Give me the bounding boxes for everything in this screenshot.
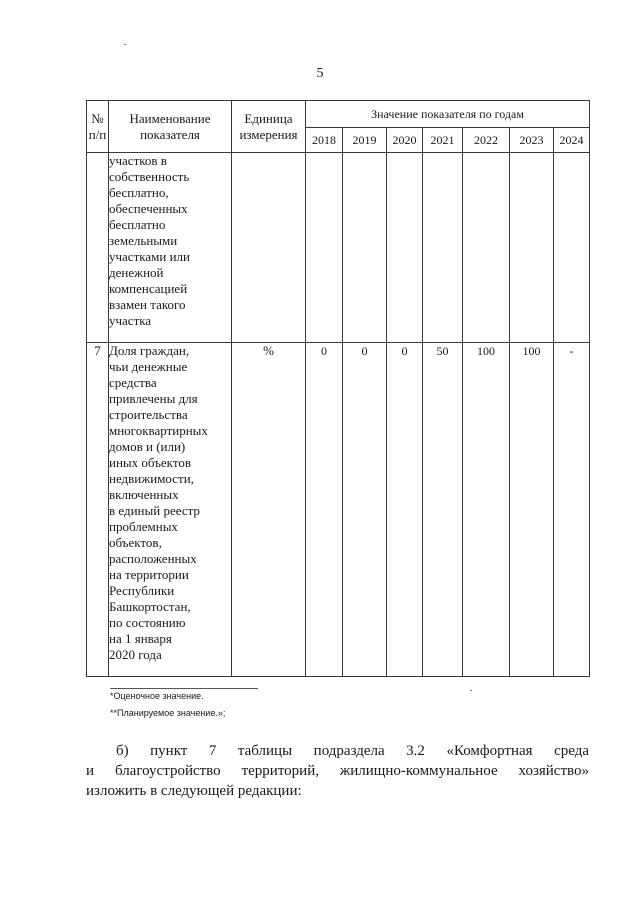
value-cell: 50: [423, 343, 463, 677]
header-year: 2022: [463, 128, 510, 153]
header-unit: Единица измерения: [232, 101, 306, 153]
header-year: 2018: [306, 128, 343, 153]
value-cell: [554, 153, 590, 343]
footnote-divider: [110, 688, 258, 689]
header-year: 2024: [554, 128, 590, 153]
table-row: [87, 343, 590, 677]
table-row: [87, 153, 590, 343]
paragraph-line: и благоустройство территорий, жилищно-коммунальное хозяйство»: [86, 763, 589, 779]
footnote-planned: **Планируемое значение.»;: [110, 708, 226, 718]
indicators-table: [86, 100, 590, 677]
value-cell: 100: [510, 343, 554, 677]
indicator-name: участков в собственность бесплатно, обеспеченных бесплатно земельными участками или денежной компенсацией взамен такого участка: [109, 153, 232, 343]
row-number: 7: [87, 343, 109, 677]
value-cell: [463, 153, 510, 343]
row-number: [87, 153, 109, 343]
value-cell: 0: [387, 343, 423, 677]
header-year: 2023: [510, 128, 554, 153]
value-cell: 0: [343, 343, 387, 677]
paragraph-line: б) пункт 7 таблицы подраздела 3.2 «Комфортная среда: [116, 743, 589, 759]
header-year: 2019: [343, 128, 387, 153]
header-year: 2021: [423, 128, 463, 153]
amendment-paragraph: [86, 741, 589, 801]
value-cell: [306, 153, 343, 343]
unit-cell: %: [232, 343, 306, 677]
value-cell: [510, 153, 554, 343]
header-values-by-year: Значение показателя по годам: [306, 101, 590, 128]
header-number: № п/п: [87, 101, 109, 153]
value-cell: 0: [306, 343, 343, 677]
unit-cell: [232, 153, 306, 343]
value-cell: -: [554, 343, 590, 677]
paragraph-line: изложить в следующей редакции:: [86, 783, 302, 799]
value-cell: [343, 153, 387, 343]
header-year: 2020: [387, 128, 423, 153]
value-cell: [387, 153, 423, 343]
scan-speck: [124, 44, 126, 45]
value-cell: [423, 153, 463, 343]
header-indicator-name: Наименование показателя: [109, 101, 232, 153]
footnote-estimated: *Оценочное значение.: [110, 691, 204, 701]
indicator-name: Доля граждан, чьи денежные средства привлечены для строительства многоквартирных домов и (или) иных объектов недвижимости, включенных в единый реестр проблемных объектов, расположенных на территории Республики Башкортостан, по состоянию на 1 января 2020 года: [109, 343, 232, 677]
page-number: 5: [316, 66, 324, 81]
value-cell: 100: [463, 343, 510, 677]
scan-speck: [470, 690, 472, 691]
